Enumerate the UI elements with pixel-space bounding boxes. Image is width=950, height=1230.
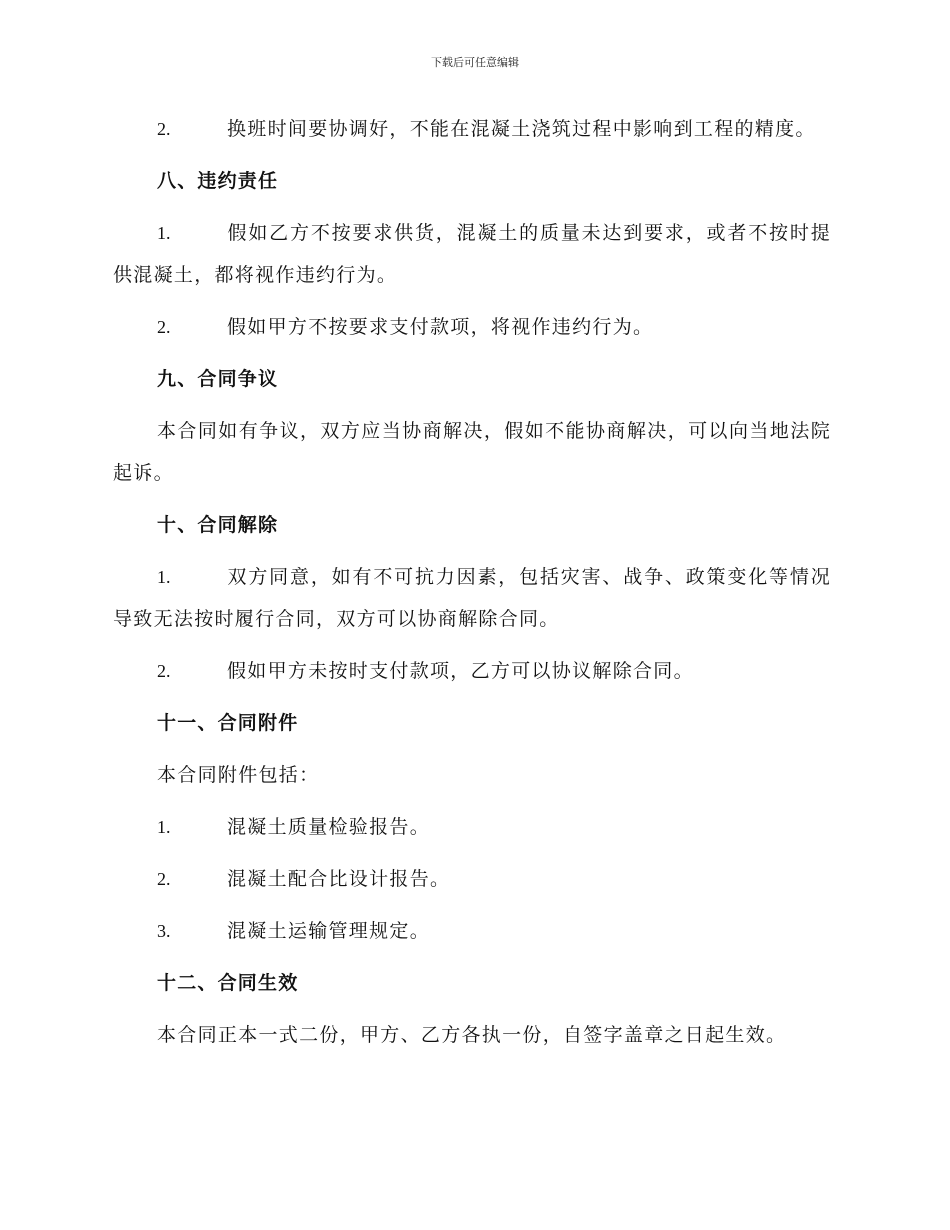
item-text: 混凝土质量检验报告。	[227, 816, 431, 838]
list-item	[113, 858, 831, 900]
list-item	[113, 806, 831, 848]
page-header: 下载后可任意编辑	[431, 56, 519, 69]
item-text: 混凝土配合比设计报告。	[227, 868, 451, 890]
item-number: 1.	[157, 567, 171, 587]
list-item	[113, 108, 831, 150]
item-number: 2.	[157, 317, 171, 337]
section-heading-dispute: 九、合同争议	[157, 368, 279, 390]
item-text: 混凝土运输管理规定。	[227, 920, 431, 942]
section-paragraph: 本合同如有争议，双方应当协商解决，假如不能协商解决，可以向当地法院起诉。	[113, 420, 831, 484]
item-number: 2.	[157, 119, 171, 139]
item-text: 换班时间要协调好，不能在混凝土浇筑过程中影响到工程的精度。	[227, 118, 816, 140]
item-number: 1.	[157, 817, 171, 837]
section-heading-attachments: 十一、合同附件	[157, 712, 299, 734]
item-text: 假如甲方未按时支付款项，乙方可以协议解除合同。	[227, 660, 694, 682]
list-item	[113, 910, 831, 952]
item-number: 3.	[157, 921, 171, 941]
section-heading-effective: 十二、合同生效	[157, 972, 299, 994]
item-number: 2.	[157, 661, 171, 681]
section-heading-termination: 十、合同解除	[157, 514, 279, 536]
item-number: 2.	[157, 869, 171, 889]
list-item	[113, 650, 831, 692]
item-number: 1.	[157, 223, 171, 243]
section-paragraph: 本合同附件包括：	[157, 764, 320, 786]
document-body	[113, 108, 831, 1066]
item-text: 双方同意，如有不可抗力因素，包括灾害、战争、政策变化等情况导致无法按时履行合同，双方可以协商解除合同。	[113, 566, 831, 630]
list-item	[113, 212, 831, 296]
item-text: 假如甲方不按要求支付款项，将视作违约行为。	[227, 316, 654, 338]
list-item	[113, 556, 831, 640]
section-paragraph: 本合同正本一式二份，甲方、乙方各执一份，自签字盖章之日起生效。	[157, 1024, 787, 1046]
list-item	[113, 306, 831, 348]
item-text: 假如乙方不按要求供货，混凝土的质量未达到要求，或者不按时提供混凝土，都将视作违约行为。	[113, 222, 831, 286]
section-heading-breach: 八、违约责任	[157, 170, 279, 192]
